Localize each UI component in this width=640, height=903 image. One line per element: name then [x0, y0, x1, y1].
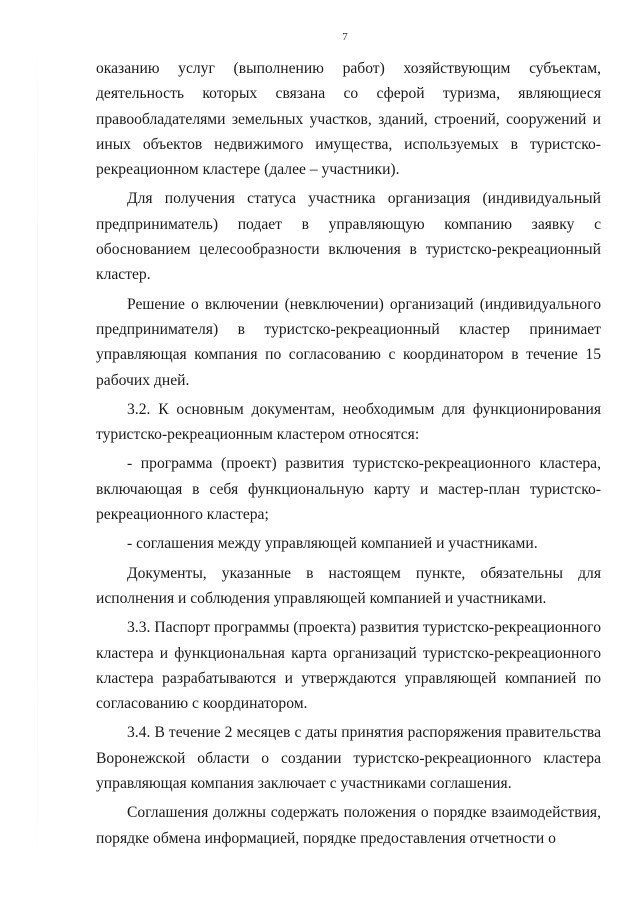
scan-margin-shadow — [37, 0, 38, 903]
paragraph-continuation: оказанию услуг (выполнению работ) хозяйствующим субъектам, деятельность которых связана со сферой туризма, являющиеся правообладателями земельных участков, зданий, строений, сооружений и иных объектов недвижимого имущества, используемых в туристско-рекреационном кластере (далее – участники). — [96, 60, 601, 179]
document-body — [96, 56, 601, 851]
paragraph-documents-mandatory: Документы, указанные в настоящем пункте, обязательны для исполнения и соблюдения управляющей компанией и участниками. — [96, 564, 601, 607]
paragraph-section-3-4: 3.4. В течение 2 месяцев с даты принятия распоряжения правительства Воронежской области о создании туристско-рекреационного кластера управляющая компания заключает с участниками соглашения. — [96, 724, 601, 793]
list-item-agreements: - соглашения между управляющей компанией и участниками. — [127, 535, 538, 553]
list-item-program: - программа (проект) развития туристско-рекреационного кластера, включающая в себя функциональную карту и мастер-план туристско-рекреационного кластера; — [96, 455, 601, 524]
page-number: 7 — [342, 31, 348, 43]
paragraph-inclusion-decision: Решение о включении (невключении) организаций (индивидуального предпринимателя) в туристско-рекреационный кластер принимает управляющая компания по согласованию с координатором в течение 15 рабочих дней. — [96, 295, 601, 389]
paragraph-section-3-2: 3.2. К основным документам, необходимым для функционирования туристско-рекреационным кластером относятся: — [96, 400, 601, 444]
paragraph-participant-status: Для получения статуса участника организация (индивидуальный предприниматель) подает в управляющую компанию заявку с обоснованием целесообразности включения в туристско-рекреационный кластер. — [96, 190, 601, 284]
paragraph-section-3-3: 3.3. Паспорт программы (проекта) развития туристско-рекреационного кластера и функциональная карта организаций туристско-рекреационного кластера разрабатываются и утверждаются управляющей компанией по согласованию с координатором. — [96, 619, 601, 713]
paragraph-agreements-content: Соглашения должны содержать положения о порядке взаимодействия, порядке обмена информацией, порядке предоставления отчетности о — [96, 804, 601, 847]
